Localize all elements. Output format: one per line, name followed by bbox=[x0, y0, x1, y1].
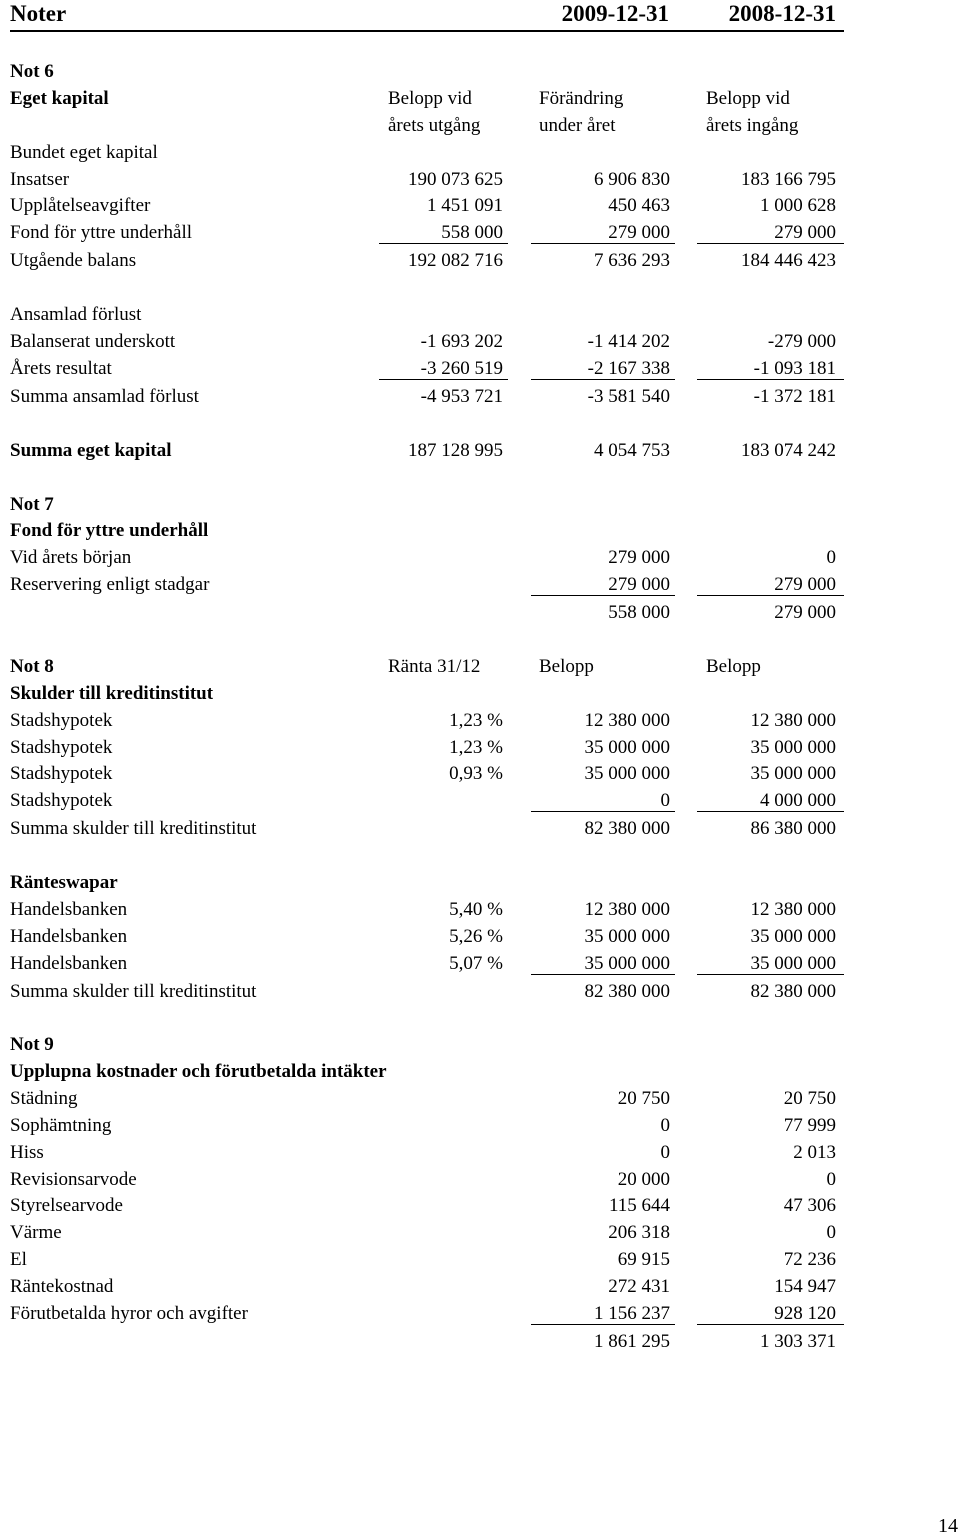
page-number: 14 bbox=[938, 1515, 958, 1537]
row-label: Årets resultat bbox=[10, 358, 112, 379]
value-closing: 190 073 625 bbox=[408, 169, 503, 190]
table-row bbox=[0, 358, 960, 385]
table-row bbox=[0, 195, 960, 222]
group-heading: Ränteswapar bbox=[10, 872, 118, 893]
table-row bbox=[0, 1115, 960, 1142]
row-label: Upplåtelseavgifter bbox=[10, 195, 151, 216]
value-2009: 12 380 000 bbox=[584, 710, 670, 731]
value-2008: 154 947 bbox=[774, 1276, 836, 1297]
underline bbox=[697, 811, 844, 812]
value-closing: 558 000 bbox=[441, 222, 503, 243]
row-label: Vid årets början bbox=[10, 547, 132, 568]
note-title: Upplupna kostnader och förutbetalda intäkter bbox=[10, 1061, 387, 1082]
value-rate: 5,40 % bbox=[449, 899, 503, 920]
value-2009: 558 000 bbox=[608, 602, 670, 623]
value-2008: 279 000 bbox=[774, 574, 836, 595]
value-rate: 1,23 % bbox=[449, 737, 503, 758]
table-row bbox=[0, 790, 960, 817]
underline bbox=[531, 1324, 675, 1325]
row-label: Stadshypotek bbox=[10, 737, 113, 758]
row-label: Utgående balans bbox=[10, 250, 137, 271]
value-closing: -3 260 519 bbox=[420, 358, 503, 379]
value-2008: 72 236 bbox=[783, 1249, 836, 1270]
row-label: Handelsbanken bbox=[10, 926, 128, 947]
row-label: Balanserat underskott bbox=[10, 331, 176, 352]
value-2008: 928 120 bbox=[774, 1303, 836, 1324]
note-title: Eget kapital bbox=[10, 88, 109, 109]
value-2009: 272 431 bbox=[608, 1276, 670, 1297]
value-2009: 0 bbox=[660, 1115, 670, 1136]
note-heading: Not 9 bbox=[10, 1034, 54, 1055]
subtotal-row bbox=[0, 386, 960, 413]
value-2008: 35 000 000 bbox=[750, 926, 836, 947]
col-header-amount-2008: Belopp bbox=[706, 656, 761, 677]
value-change: 4 054 753 bbox=[594, 440, 670, 461]
row-label: Insatser bbox=[10, 169, 70, 190]
row-label: Summa skulder till kreditinstitut bbox=[10, 818, 257, 839]
group-heading: Bundet eget kapital bbox=[10, 142, 158, 163]
table-row bbox=[0, 899, 960, 926]
value-2008: 279 000 bbox=[774, 602, 836, 623]
col-header-closing: Belopp vid bbox=[388, 88, 472, 109]
note-heading: Not 7 bbox=[10, 494, 54, 515]
value-2008: 77 999 bbox=[783, 1115, 836, 1136]
row-label: Handelsbanken bbox=[10, 953, 128, 974]
value-2009: 0 bbox=[660, 790, 670, 811]
row-label: Summa eget kapital bbox=[10, 440, 172, 461]
table-row bbox=[0, 222, 960, 249]
col-header-rate: Ränta 31/12 bbox=[388, 656, 481, 677]
table-row bbox=[0, 1276, 960, 1303]
value-2008: 20 750 bbox=[783, 1088, 836, 1109]
table-row bbox=[0, 331, 960, 358]
row-label: Revisionsarvode bbox=[10, 1169, 137, 1190]
col-header-amount-2009: Belopp bbox=[539, 656, 594, 677]
value-2008: 82 380 000 bbox=[750, 981, 836, 1002]
table-row bbox=[0, 1195, 960, 1222]
value-closing: 192 082 716 bbox=[408, 250, 503, 271]
subtotal-row bbox=[0, 818, 960, 845]
value-2009: 35 000 000 bbox=[584, 953, 670, 974]
subtotal-row bbox=[0, 602, 960, 629]
value-2009: 82 380 000 bbox=[584, 981, 670, 1002]
row-label: Räntekostnad bbox=[10, 1276, 114, 1297]
table-row bbox=[0, 926, 960, 953]
header-year-2009: 2009-12-31 bbox=[561, 1, 669, 26]
underline bbox=[379, 243, 508, 244]
row-label: Summa ansamlad förlust bbox=[10, 386, 199, 407]
subtotal-row bbox=[0, 250, 960, 277]
value-2008: 12 380 000 bbox=[750, 710, 836, 731]
value-2008: 0 bbox=[826, 1169, 836, 1190]
row-label: Stadshypotek bbox=[10, 790, 113, 811]
underline bbox=[697, 243, 844, 244]
value-opening: 1 000 628 bbox=[760, 195, 836, 216]
header-title: Noter bbox=[10, 1, 67, 26]
value-rate: 1,23 % bbox=[449, 710, 503, 731]
page-header bbox=[10, 0, 844, 32]
value-change: 279 000 bbox=[608, 222, 670, 243]
table-row bbox=[0, 1088, 960, 1115]
note-title: Fond för yttre underhåll bbox=[10, 520, 209, 541]
value-2009: 82 380 000 bbox=[584, 818, 670, 839]
value-2008: 4 000 000 bbox=[760, 790, 836, 811]
row-label: Stadshypotek bbox=[10, 710, 113, 731]
underline bbox=[379, 379, 508, 380]
value-rate: 0,93 % bbox=[449, 763, 503, 784]
table-row bbox=[0, 1222, 960, 1249]
row-label: Hiss bbox=[10, 1142, 44, 1163]
value-closing: -1 693 202 bbox=[420, 331, 503, 352]
group-heading: Ansamlad förlust bbox=[10, 304, 142, 325]
table-row bbox=[0, 1169, 960, 1196]
total-row bbox=[0, 440, 960, 467]
row-label: Styrelsearvode bbox=[10, 1195, 123, 1216]
value-2009: 20 000 bbox=[617, 1169, 670, 1190]
value-closing: -4 953 721 bbox=[420, 386, 503, 407]
value-change: 7 636 293 bbox=[594, 250, 670, 271]
value-2009: 69 915 bbox=[617, 1249, 670, 1270]
subtotal-row bbox=[0, 981, 960, 1008]
value-opening: -279 000 bbox=[767, 331, 836, 352]
value-2008: 35 000 000 bbox=[750, 763, 836, 784]
value-2008: 0 bbox=[826, 1222, 836, 1243]
value-2008: 1 303 371 bbox=[760, 1331, 836, 1352]
table-row bbox=[0, 1303, 960, 1330]
underline bbox=[531, 379, 675, 380]
value-opening: -1 372 181 bbox=[753, 386, 836, 407]
col-header-opening: Belopp vid bbox=[706, 88, 790, 109]
value-2008: 0 bbox=[826, 547, 836, 568]
value-rate: 5,26 % bbox=[449, 926, 503, 947]
value-2008: 2 013 bbox=[793, 1142, 836, 1163]
table-row bbox=[0, 1249, 960, 1276]
header-year-2008: 2008-12-31 bbox=[728, 1, 836, 26]
value-opening: 184 446 423 bbox=[741, 250, 836, 271]
note-heading: Not 8 bbox=[10, 656, 54, 677]
table-row bbox=[0, 169, 960, 196]
note-title: Skulder till kreditinstitut bbox=[10, 683, 214, 704]
value-2008: 35 000 000 bbox=[750, 953, 836, 974]
value-2009: 35 000 000 bbox=[584, 926, 670, 947]
value-closing: 1 451 091 bbox=[427, 195, 503, 216]
underline bbox=[531, 243, 675, 244]
subtotal-row bbox=[0, 1331, 960, 1358]
value-rate: 5,07 % bbox=[449, 953, 503, 974]
value-opening: -1 093 181 bbox=[753, 358, 836, 379]
underline bbox=[697, 595, 844, 596]
table-row bbox=[0, 953, 960, 980]
row-label: Summa skulder till kreditinstitut bbox=[10, 981, 257, 1002]
value-2008: 12 380 000 bbox=[750, 899, 836, 920]
value-2009: 20 750 bbox=[617, 1088, 670, 1109]
value-change: -2 167 338 bbox=[587, 358, 670, 379]
row-label: El bbox=[10, 1249, 27, 1270]
value-2008: 47 306 bbox=[783, 1195, 836, 1216]
underline bbox=[531, 974, 675, 975]
value-2009: 1 156 237 bbox=[594, 1303, 670, 1324]
table-row bbox=[0, 1142, 960, 1169]
table-row bbox=[0, 763, 960, 790]
underline bbox=[697, 379, 844, 380]
table-row bbox=[0, 710, 960, 737]
underline bbox=[531, 595, 675, 596]
row-label: Stadshypotek bbox=[10, 763, 113, 784]
value-change: -1 414 202 bbox=[587, 331, 670, 352]
col-header-opening-sub: årets ingång bbox=[706, 115, 799, 136]
value-2008: 35 000 000 bbox=[750, 737, 836, 758]
underline bbox=[531, 811, 675, 812]
row-label: Reservering enligt stadgar bbox=[10, 574, 210, 595]
value-2009: 115 644 bbox=[608, 1195, 670, 1216]
value-change: 450 463 bbox=[608, 195, 670, 216]
value-change: -3 581 540 bbox=[587, 386, 670, 407]
col-header-closing-sub: årets utgång bbox=[388, 115, 481, 136]
value-2009: 279 000 bbox=[608, 574, 670, 595]
value-2009: 35 000 000 bbox=[584, 737, 670, 758]
underline bbox=[697, 1324, 844, 1325]
value-2009: 279 000 bbox=[608, 547, 670, 568]
value-2009: 35 000 000 bbox=[584, 763, 670, 784]
note-heading: Not 6 bbox=[10, 61, 54, 82]
value-2008: 86 380 000 bbox=[750, 818, 836, 839]
value-closing: 187 128 995 bbox=[408, 440, 503, 461]
col-header-change: Förändring bbox=[539, 88, 624, 109]
value-opening: 183 074 242 bbox=[741, 440, 836, 461]
row-label: Värme bbox=[10, 1222, 62, 1243]
table-row bbox=[0, 547, 960, 574]
value-change: 6 906 830 bbox=[594, 169, 670, 190]
value-opening: 279 000 bbox=[774, 222, 836, 243]
row-label: Fond för yttre underhåll bbox=[10, 222, 193, 243]
value-2009: 1 861 295 bbox=[594, 1331, 670, 1352]
value-2009: 0 bbox=[660, 1142, 670, 1163]
value-2009: 12 380 000 bbox=[584, 899, 670, 920]
row-label: Sophämtning bbox=[10, 1115, 112, 1136]
table-row bbox=[0, 737, 960, 764]
table-row bbox=[0, 574, 960, 601]
value-2009: 206 318 bbox=[608, 1222, 670, 1243]
value-opening: 183 166 795 bbox=[741, 169, 836, 190]
row-label: Handelsbanken bbox=[10, 899, 128, 920]
row-label: Förutbetalda hyror och avgifter bbox=[10, 1303, 248, 1324]
underline bbox=[697, 974, 844, 975]
col-header-change-sub: under året bbox=[539, 115, 616, 136]
row-label: Städning bbox=[10, 1088, 78, 1109]
